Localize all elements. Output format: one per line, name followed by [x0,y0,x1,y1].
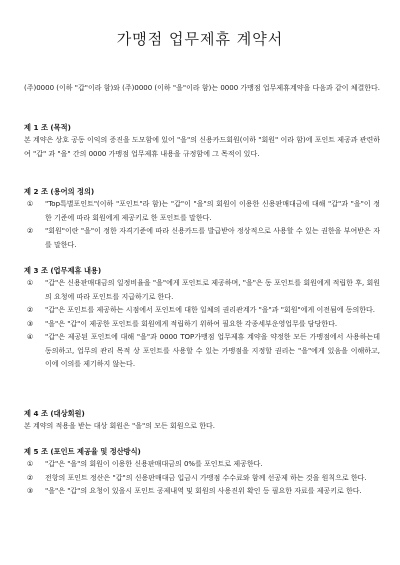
article-5 [24,445,380,499]
item-text: 전항의 포인트 정산은 "갑"의 신용판매대금 입금시 가맹점 수수료와 함께 선공제 하는 것을 원칙으로 한다. [45,473,367,482]
article-3 [24,264,380,372]
list-item [24,485,380,499]
item-number: ① [26,279,34,287]
item-number: ③ [26,319,34,328]
list-item [24,472,380,486]
item-number: ① [26,200,34,208]
list-item [24,225,380,252]
item-text: "갑"은 "을"의 회원이 이용한 신용판매대금의 0%를 포인트로 제공한다. [45,460,263,468]
list-item [24,331,380,372]
article-1 [24,121,380,161]
list-item [24,304,380,318]
article-title: 제 3 조 (업무제휴 내용) [24,266,102,275]
article-title: 제 4 조 (대상회원) [24,409,85,418]
item-text: "회원"이란 "을"이 정한 자격기준에 따라 신용카드를 발급받아 정상적으로 사용할 수 있는 권한을 부여받은 자를 말한다. [45,227,380,249]
article-title: 제 5 조 (포인트 제공율 및 정산방식) [24,447,141,456]
item-text: "Top특별포인트"(이하 "포인트"라 함)는 "갑"이 "을"의 회원이 이용한 신용판매대금에 대해 "갑"과 "을"이 정한 기준에 따라 회원에게 제공키로 한 포인트를 말한다. [45,200,380,222]
item-text: "을"은 "갑"의 요청이 있을시 포인트 공제내역 및 회원의 사용진위 확인 등 필요한 자료를 제공키로 한다. [45,487,362,495]
list-item [24,458,380,472]
article-title: 제 1 조 (목적) [24,123,71,132]
article-2 [24,185,380,252]
item-number: ④ [26,333,34,341]
article-4 [24,407,380,434]
item-text: "갑"은 신용판매대금의 일정비율을 "을"에게 포인트로 제공하며, "을"은 동 포인트를 회원에게 적립한 후, 회원의 요청에 따라 포인트를 지급하기로 한다. [45,279,380,301]
article-title: 제 2 조 (용어의 정의) [24,187,95,196]
intro-paragraph: (주)0000 (이하 "갑"이라 함)와 (주)0000 (이하 "을"이라 함)는 0000 가맹점 업무제휴계약을 다음과 같이 체결한다. [24,84,380,92]
list-item [24,277,380,304]
list-item [24,198,380,225]
item-number: ② [26,227,34,235]
item-number: ② [26,473,34,482]
list-item [24,318,380,332]
item-text: "갑"은 포인트를 제공하는 시점에서 포인트에 대한 일체의 권리관계가 "을"과 "회원"에게 이전됨에 동의한다. [45,306,376,314]
article-body: 본 계약의 적용을 받는 대상 회원은 "을"의 모든 회원으로 한다. [24,422,215,430]
item-number: ③ [26,487,34,495]
item-text: "을"은 "갑"이 제공한 포인트를 회원에게 적립하기 위하여 필요한 각종세부운영업무를 담당한다. [45,319,338,328]
article-body: 본 계약은 상호 공동 이익의 증진을 도모함에 있어 "을"의 신용카드회원(이하 "회원" 이라 함)에 포인트 제공과 관련하여 "갑" 과 "을" 간의 0000 가맹점 업무제휴 내용을 규정함에 그 목적이 있다. [24,136,381,158]
document-title: 가맹점 업무제휴 계약서 [116,30,284,48]
item-number: ② [26,306,34,314]
item-number: ① [26,460,34,468]
item-text: "갑"은 제공된 포인트에 대해 "을"과 0000 TOP가맹점 업무제휴 계약을 약정한 모든 가맹점에서 사용하는데 동의하고, 업무의 관리 목적 상 포인트를 사용할 수 있는 가맹점을 지정할 권리는 "을"에게 있음을 이해하고, 이에 이의를 제기하지 않는다. [45,333,380,368]
